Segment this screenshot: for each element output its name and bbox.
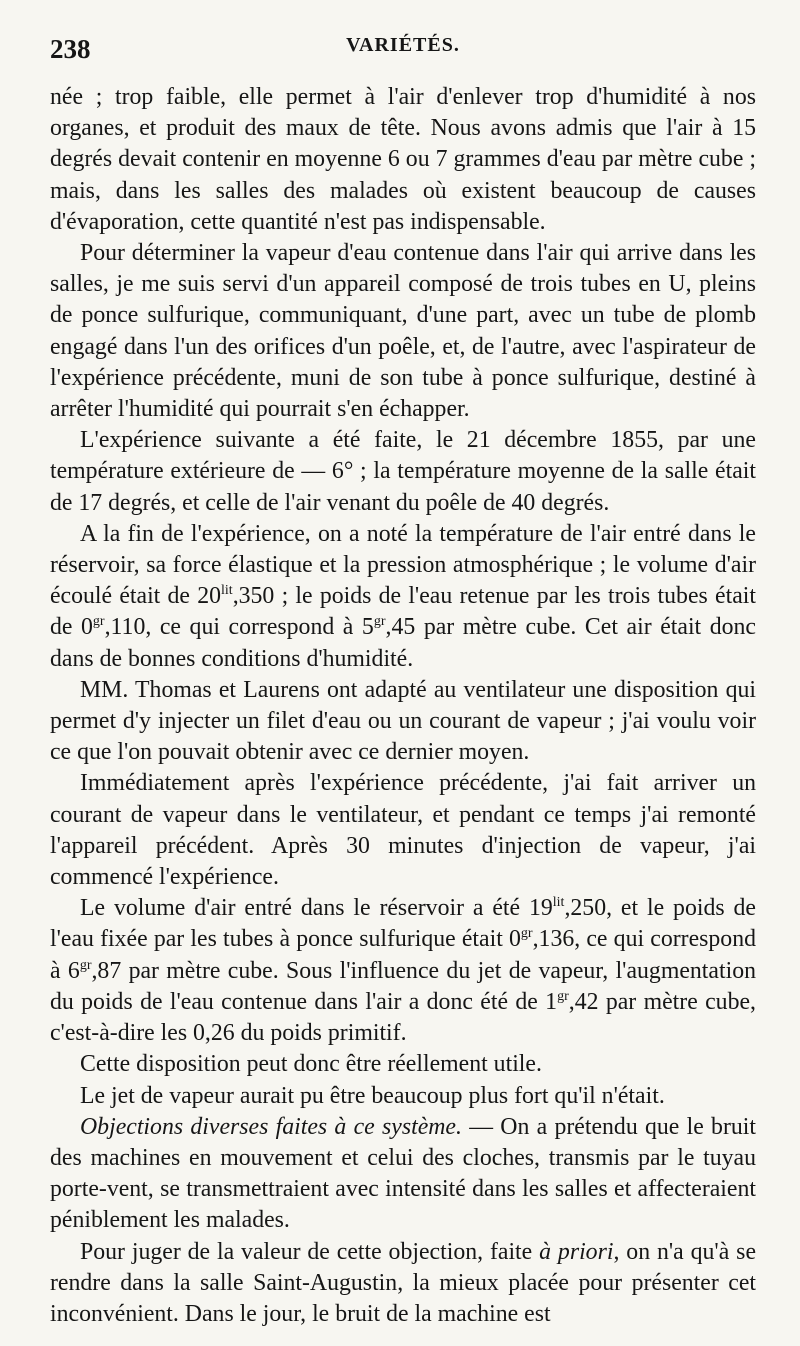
unit-superscript: gr xyxy=(373,614,386,630)
section-title: VARIÉTÉS. xyxy=(346,34,460,56)
text-run: Le volume d'air entré dans le réservoir a été 19 xyxy=(80,895,553,922)
text-run: L'expérience suivante a été faite, le 21 décembre 1855, par une température extérieure de — 6° ; la température moyenne de la salle était de 17 degrés, et celle de l'air venant du poêle de 40 degrés. xyxy=(50,427,756,516)
text-run: ,87 par mètre cube. Sous l'influence du jet de vapeur, l'augmentation du poids de l'eau contenue dans l'air a donc été de 1 xyxy=(50,957,756,1015)
unit-superscript: lit xyxy=(221,583,233,599)
italic-text: à priori xyxy=(539,1238,614,1265)
paragraph xyxy=(50,1237,756,1331)
text-run: ,45 par mètre cube. Cet air était donc dans de bonnes conditions d'humidité. xyxy=(50,614,756,672)
text-run: Pour déterminer la vapeur d'eau contenue dans l'air qui arrive dans les salles, je me suis servi d'un appareil composé de trois tubes en U, pleins de ponce sulfurique, communiquant, d'une part, avec un tube de plomb engagé dans l'un des orifices d'un poêle, et, de l'autre, avec l'aspirateur de l'expérience précédente, muni de son tube à ponce sulfurique, destiné à arrêter l'humidité qui pourrait s'en échapper. xyxy=(50,240,756,423)
italic-text: Objections diverses faites à ce système. xyxy=(80,1113,462,1140)
text-run: ,250, et le poids de l'eau fixée par les tubes à ponce sulfurique était 0 xyxy=(50,895,756,953)
body-text xyxy=(50,82,756,1330)
text-run: A la fin de l'expérience, on a noté la température de l'air entré dans le réservoir, sa force élastique et la pression atmosphérique ; le volume d'air écoulé était de 20 xyxy=(50,520,756,610)
unit-superscript: gr xyxy=(520,926,533,942)
text-run: Le jet de vapeur aurait pu être beaucoup plus fort qu'il n'était. xyxy=(80,1082,665,1109)
text-run: ,110, ce qui correspond à 5 xyxy=(104,614,374,641)
paragraph xyxy=(50,238,756,425)
text-run: ,350 ; le poids de l'eau retenue par les trois tubes était de 0 xyxy=(50,583,756,641)
unit-superscript: gr xyxy=(92,614,105,630)
text-run: MM. Thomas et Laurens ont adapté au ventilateur une disposition qui permet d'y injecter un filet d'eau ou un courant de vapeur ; j'ai voulu voir ce que l'on pouvait obtenir avec ce dernier moyen. xyxy=(50,676,756,766)
text-run: Immédiatement après l'expérience précédente, j'ai fait arriver un courant de vapeur dans le ventilateur, et pendant ce temps j'ai remonté l'appareil précédent. Après 30 minutes d'injection de vapeur, j'ai commencé l'expérience. xyxy=(50,770,756,891)
text-run: , on n'a qu'à se rendre dans la salle Saint-Augustin, la mieux placée pour présenter cet inconvénient. Dans le jour, le bruit de la machine est xyxy=(50,1238,757,1327)
paragraph xyxy=(50,1112,756,1237)
page-number: 238 xyxy=(50,34,91,64)
paragraph xyxy=(50,893,756,1049)
text-run: Pour juger de la valeur de cette objection, faite xyxy=(80,1238,540,1265)
paragraph xyxy=(50,519,756,675)
text-run: née ; trop faible, elle permet à l'air d'enlever trop d'humidité à nos organes, et produit des maux de tête. Nous avons admis que l'air à 15 degrés devait contenir en moyenne 6 ou 7 grammes d'eau par mètre cube ; mais, dans les salles des malades où existent beaucoup de causes d'évaporation, cette quantité n'est pas indispensable. xyxy=(50,84,756,235)
paragraph xyxy=(50,1081,756,1112)
text-run: ,136, ce qui correspond à 6 xyxy=(50,926,756,984)
unit-superscript: gr xyxy=(79,957,92,973)
running-head xyxy=(50,34,756,78)
unit-superscript: lit xyxy=(552,895,565,911)
paragraph xyxy=(50,675,756,769)
paragraph xyxy=(50,425,756,519)
paragraph xyxy=(50,1049,756,1080)
text-run: — On a prétendu que le bruit des machines en mouvement et celui des cloches, transmis par le tuyau porte-vent, se transmettraient avec intensité dans les salles et affecteraient péniblement les malades. xyxy=(50,1113,756,1234)
paragraph xyxy=(50,82,756,238)
text-run: Cette disposition peut donc être réellement utile. xyxy=(80,1051,542,1078)
paragraph xyxy=(50,768,756,893)
unit-superscript: gr xyxy=(557,988,569,1004)
text-run: ,42 par mètre cube, c'est-à-dire les 0,26 du poids primitif. xyxy=(50,988,756,1047)
